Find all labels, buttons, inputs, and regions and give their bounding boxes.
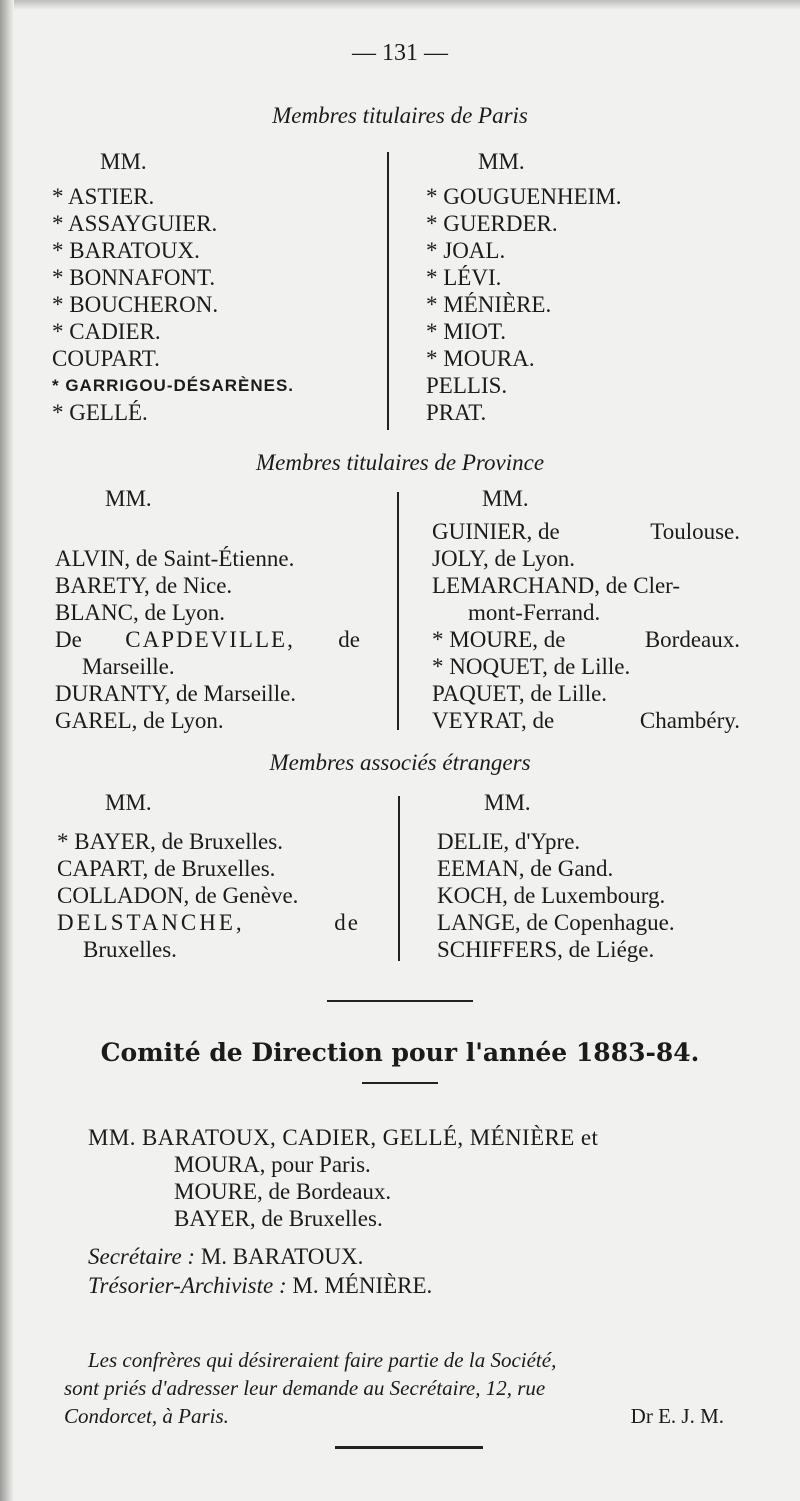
paris-section-title: Membres titulaires de Paris bbox=[272, 103, 528, 128]
foreign-left-header-col bbox=[105, 789, 152, 816]
list-item: PRAT. bbox=[426, 400, 487, 425]
list-item: BARETY, de Nice. bbox=[55, 573, 233, 598]
note-line: Les confrères qui désireraient faire partie de la Société, bbox=[88, 1348, 557, 1372]
province-right-header: MM. bbox=[482, 486, 529, 511]
note-last-line bbox=[64, 1402, 750, 1430]
foreign-left-header: MM. bbox=[105, 790, 152, 815]
list-item: * MIOT. bbox=[426, 319, 507, 344]
list-item: * NOQUET, de Lille. bbox=[432, 654, 631, 679]
note-line: Condorcet, à Paris. bbox=[64, 1404, 229, 1428]
province-left-list bbox=[55, 545, 360, 734]
committee-line: MOURE, de Bordeaux. bbox=[174, 1179, 392, 1204]
list-item: ALVIN, de Saint-Étienne. bbox=[55, 546, 295, 571]
list-item: * MÉNIÈRE. bbox=[426, 292, 552, 317]
list-item: * ASTIER. bbox=[52, 184, 155, 209]
committee-members bbox=[88, 1124, 744, 1232]
paris-right-list bbox=[426, 183, 621, 426]
note-line: sont priés d'adresser leur demande au Secrétaire, 12, rue bbox=[64, 1376, 546, 1400]
foreign-left-list bbox=[57, 828, 360, 963]
list-item: * ASSAYGUIER. bbox=[52, 211, 218, 236]
list-item-continuation: mont-Ferrand. bbox=[468, 600, 601, 625]
column-divider bbox=[397, 492, 399, 730]
foreign-right-list bbox=[437, 828, 675, 963]
list-item: * GOUGUENHEIM. bbox=[426, 184, 622, 209]
foreign-right-header-col bbox=[484, 789, 531, 816]
paris-right-header-col bbox=[478, 148, 525, 175]
foreign-right-header: MM. bbox=[484, 790, 531, 815]
province-left-header-col bbox=[105, 485, 152, 512]
list-item: * BOUCHERON. bbox=[52, 292, 219, 317]
list-item: * JOAL. bbox=[426, 238, 506, 263]
list-item: * GELLÉ. bbox=[52, 400, 148, 425]
closing-rule bbox=[335, 1446, 483, 1449]
committee-title: Comité de Direction pour l'année 1883-84. bbox=[100, 1038, 700, 1067]
section-divider-rule bbox=[327, 1000, 473, 1002]
list-item-continuation: Bruxelles. bbox=[83, 937, 177, 962]
committee-line: BAYER, de Bruxelles. bbox=[174, 1206, 383, 1231]
paris-right-header: MM. bbox=[478, 149, 525, 174]
paris-left-header-col bbox=[100, 148, 147, 175]
secretary-name: M. BARATOUX. bbox=[200, 1244, 364, 1269]
list-item: LANGE, de Copenhague. bbox=[437, 910, 675, 935]
province-right-list bbox=[432, 518, 740, 734]
list-item: EEMAN, de Gand. bbox=[437, 856, 614, 881]
list-item: * BARATOUX. bbox=[52, 238, 200, 263]
membership-note bbox=[64, 1346, 750, 1430]
signature: Dr E. J. M. bbox=[630, 1404, 724, 1428]
list-item: * BAYER, de Bruxelles. bbox=[57, 829, 283, 854]
title-underline-rule bbox=[362, 1082, 438, 1084]
list-item: * GARRIGOU-DÉSARÈNES. bbox=[52, 376, 295, 395]
foreign-section-title: Membres associés étrangers bbox=[269, 750, 531, 775]
list-item: * MOURA. bbox=[426, 346, 535, 371]
list-item: SCHIFFERS, de Liége. bbox=[437, 937, 655, 962]
list-item: LEMARCHAND, de Cler- bbox=[432, 573, 681, 598]
page-number: — 131 — bbox=[352, 40, 448, 66]
list-item: DELSTANCHE, de bbox=[57, 910, 360, 935]
list-item: COUPART. bbox=[52, 346, 160, 371]
list-item: PELLIS. bbox=[426, 373, 508, 398]
province-right-header-col bbox=[482, 485, 529, 512]
list-item: COLLADON, de Genève. bbox=[57, 883, 299, 908]
list-item: * LÉVI. bbox=[426, 265, 502, 290]
list-item: * BONNAFONT. bbox=[52, 265, 216, 290]
paris-left-list bbox=[52, 183, 294, 426]
treasurer-line bbox=[88, 1273, 432, 1299]
committee-line: MM. BARATOUX, CADIER, GELLÉ, MÉNIÈRE et bbox=[88, 1125, 599, 1150]
paris-left-header: MM. bbox=[100, 149, 147, 174]
list-item: DURANTY, de Marseille. bbox=[55, 681, 297, 706]
list-item-continuation: Marseille. bbox=[82, 654, 175, 679]
list-item: PAQUET, de Lille. bbox=[432, 681, 608, 706]
list-item: JOLY, de Lyon. bbox=[432, 546, 575, 571]
list-item: GAREL, de Lyon. bbox=[55, 708, 224, 733]
treasurer-role: Trésorier-Archiviste : bbox=[88, 1273, 287, 1298]
page-edge-shadow-top bbox=[0, 0, 800, 10]
list-item: BLANC, de Lyon. bbox=[55, 600, 225, 625]
treasurer-name: M. MÉNIÈRE. bbox=[292, 1273, 433, 1298]
province-left-header: MM. bbox=[105, 486, 152, 511]
list-item: CAPART, de Bruxelles. bbox=[57, 856, 276, 881]
list-item: De CAPDEVILLE, de bbox=[55, 627, 360, 652]
list-item: KOCH, de Luxembourg. bbox=[437, 883, 666, 908]
list-item: * GUERDER. bbox=[426, 211, 558, 236]
province-section-title: Membres titulaires de Province bbox=[255, 450, 545, 475]
column-divider bbox=[398, 796, 400, 961]
list-item: * MOURE, de Bordeaux. bbox=[432, 627, 740, 652]
list-item: GUINIER, de Toulouse. bbox=[432, 519, 740, 544]
secretary-line bbox=[88, 1244, 363, 1270]
committee-line: MOURA, pour Paris. bbox=[174, 1152, 371, 1177]
list-item: VEYRAT, de Chambéry. bbox=[432, 708, 740, 733]
secretary-role: Secrétaire : bbox=[88, 1244, 196, 1269]
list-item: * CADIER. bbox=[52, 319, 161, 344]
column-divider bbox=[387, 152, 389, 430]
list-item: DELIE, d'Ypre. bbox=[437, 829, 581, 854]
